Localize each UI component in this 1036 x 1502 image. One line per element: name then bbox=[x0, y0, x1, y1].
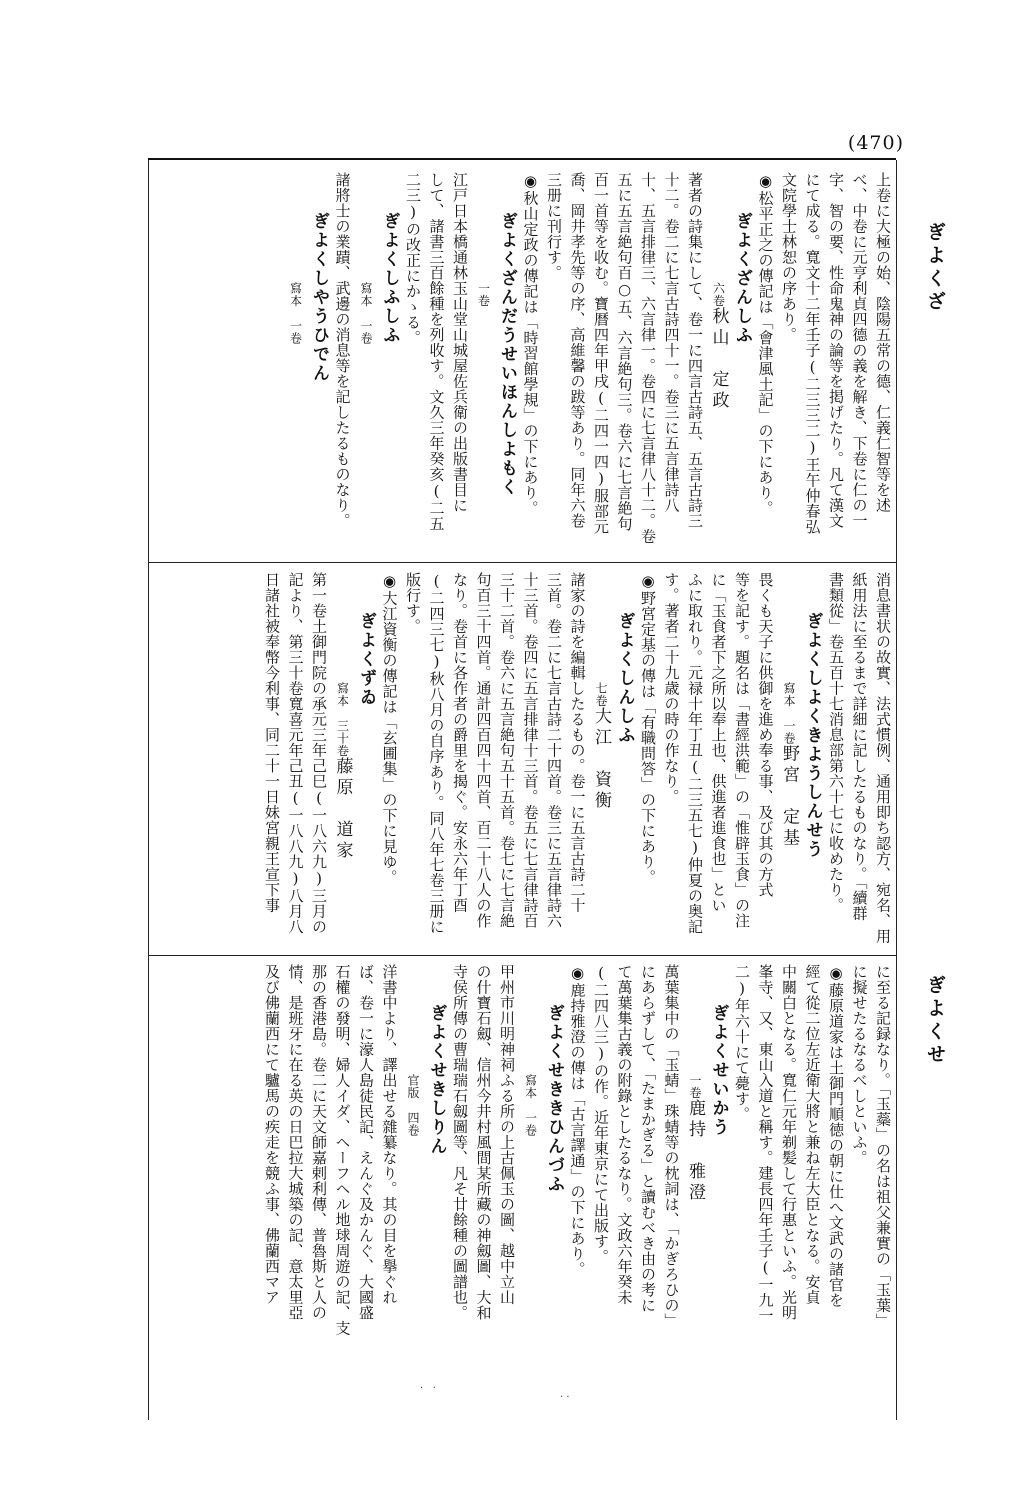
entry-reading: ぎよくしやうひでん bbox=[309, 212, 329, 383]
text-line: 三十二首。卷六に五言絶句五十五首。卷七に七言絶 bbox=[498, 572, 516, 929]
text-line: 情、是班牙に在る英の日巴拉大城築の記、意太里亞 bbox=[286, 964, 305, 1321]
text-line: 五に五言絶句百○五、六言絶句三。卷六に七言絶句 bbox=[615, 172, 634, 532]
entry-volumes: 寫本 一卷 bbox=[288, 282, 303, 345]
text-line: ば、卷一に濠人島徒民記、えんぐ及かんぐ、大國盛 bbox=[357, 964, 375, 1321]
entry-title-line bbox=[777, 572, 801, 948]
entry-volumes: 一卷 bbox=[688, 1074, 702, 1099]
text-line: にあらずして、「たまかぎる」と讀むべき由の考に bbox=[639, 964, 657, 1313]
entry-author: 大江 資衡 bbox=[591, 707, 611, 812]
section-middle bbox=[150, 572, 894, 948]
text-line: 日諸社被奉幣今利事、同二十一日妹宮親王宣下事 bbox=[263, 572, 281, 913]
text-line: 經て從二位左近衛大將と兼ね左大臣となる。安貞 bbox=[803, 964, 822, 1305]
entry-title-line bbox=[354, 172, 378, 554]
text-line: 三首。卷二に七言古詩二十四首。卷三に五言律詩六 bbox=[545, 572, 563, 929]
text-line: 那の香港島。卷二に天文師嘉剌利傳、普魯斯と人の bbox=[310, 964, 328, 1321]
text-line: 紙用法に至るまで詳細に記したるものなり。「續群 bbox=[850, 572, 869, 921]
text-line: 萬葉集中の「玉蜻」珠蜻等の枕詞は、「かぎろひの」 bbox=[662, 964, 681, 1329]
entry-title-line bbox=[706, 172, 730, 554]
text-line: 甲州市川明神祠ふる所の上古佩玉の圖、越中立山 bbox=[498, 964, 516, 1305]
text-line: 等を記す。題名は「書經洪範」の「惟辟玉食」の注 bbox=[733, 572, 751, 929]
text-line: 第一卷土御門院の承元三年己巳(一八六九)三月の bbox=[310, 572, 328, 935]
text-line: 石權の發明、婦人イダ、ヘーフヘル地球周遊の記、支 bbox=[333, 964, 352, 1336]
text-line: の什寶石劔、信州今井村風間某所藏の神劔圖、大和 bbox=[474, 964, 493, 1321]
text-line: ふに取れり。元禄十年丁丑(二三五七)仲夏の奥記 bbox=[686, 572, 704, 935]
entry-reading: ぎよくしふしふ bbox=[379, 212, 400, 345]
section-lower bbox=[150, 964, 894, 1384]
entry-volumes: 寫本 一卷 bbox=[782, 682, 796, 745]
entry-title-line bbox=[330, 572, 354, 948]
text-line: 著者の詩集にして、卷一に四言古詩五、五言古詩三 bbox=[686, 172, 704, 529]
entry-reading: ぎよくせきしりん bbox=[426, 1004, 447, 1156]
entry-reading: ぎよくざんだうせいほんしよもく bbox=[497, 212, 517, 497]
entry-reading: ぎよくしんしふ bbox=[614, 612, 635, 745]
section-divider-2 bbox=[148, 955, 896, 956]
text-line: 消息書状の故實、法式慣例、通用即ち認方、宛名、用 bbox=[874, 572, 892, 944]
entry-title-line bbox=[471, 172, 495, 554]
text-line: 上卷に大極の始、陰陽五常の德、仁義仁智等を述 bbox=[874, 172, 892, 513]
entry-volumes: 寫本 三十卷 bbox=[335, 682, 350, 757]
entry-reading: ぎよくせききひんづふ bbox=[544, 1004, 564, 1194]
text-line: 版行す。 bbox=[404, 572, 422, 634]
entry-author: 藤原 道家 bbox=[332, 757, 353, 862]
text-line: 諸將士の業蹟、武邊の消息等を記したるものなり。 bbox=[333, 172, 352, 529]
section-divider-1 bbox=[148, 562, 896, 563]
entry-reading: ぎよくしよくきようしんせう bbox=[802, 612, 823, 859]
text-line: に至る記録なり。「玉蘂」の名は祖父兼實の「玉葉」 bbox=[874, 964, 892, 1329]
side-head-lower: ぎよくせ bbox=[924, 975, 946, 1067]
entry-volumes: 寫本 一卷 bbox=[359, 282, 373, 345]
text-line: 江戸日本橋通林玉山堂山城屋佐兵衛の出版書目に bbox=[451, 172, 469, 513]
text-line: に「玉食者下之所以奉上也、供進者進食也」とい bbox=[709, 572, 728, 913]
text-line: ◉藤原道家は土御門順徳の朝に仕へ文武の諸官を bbox=[827, 964, 845, 1308]
entry-volumes: 一卷 bbox=[476, 282, 491, 307]
text-line: 中關白となる。寬仁元年剃髪して行惠といふ。光明 bbox=[780, 964, 798, 1321]
entry-volumes: 七卷 bbox=[594, 682, 608, 707]
text-line: 峯寺、又、東山入道と稱す。建長四年壬子(一九一 bbox=[756, 964, 775, 1324]
text-line: なり。卷首に各作者の爵里を揭ぐ。安永六年丁酉 bbox=[451, 572, 469, 913]
text-line: 三册に刊行す。 bbox=[545, 172, 563, 281]
text-line: 及び佛蘭西にて驢馬の疾走を競ふ事、佛蘭西マア bbox=[263, 964, 281, 1305]
text-line: す。著者二十九歳の時の作なり。 bbox=[662, 572, 681, 805]
text-line: ◉松平正之の傳記は「會津風土記」の下にあり。 bbox=[756, 172, 775, 516]
text-line: 十二。卷二に七言古詩四十一。卷三に五言律詩八 bbox=[662, 172, 681, 513]
entry-volumes: 六卷 bbox=[711, 282, 726, 307]
text-line: 句百三十四首。通計四百四十四首、百二十八人の作 bbox=[474, 572, 493, 929]
text-line: て萬葉集古義の附錄としたるなり。文政六年癸未 bbox=[615, 964, 634, 1305]
outer-rule-right bbox=[896, 160, 897, 1420]
stray-marks-2: · · bbox=[560, 1392, 570, 1403]
entry-reading: ぎよくずゐ bbox=[356, 612, 376, 707]
text-line: 字、智の要、性命鬼神の論等を掲げたり。凡て漢文 bbox=[827, 172, 845, 529]
page-number: (470) bbox=[847, 132, 904, 154]
side-head-upper: ぎよくざ bbox=[924, 222, 946, 314]
text-line: 二)年六十にて薨す。 bbox=[733, 964, 751, 1122]
text-line: に擬せたるなるべしといふ。 bbox=[850, 964, 869, 1166]
text-line: して、諸書三百餘種を列收す。文久三年癸亥(二五 bbox=[427, 172, 446, 532]
text-line: 諸家の詩を編輯したるもの。卷一に五言古詩二十 bbox=[568, 572, 587, 913]
text-line: ◉野宮定基の傳は「有職問答」の下にあり。 bbox=[639, 572, 657, 885]
text-line: 十、五言排律三、六言律一。卷四に七言律八十二。卷 bbox=[639, 172, 657, 544]
text-line: 寺侯所傳の曹瑞瑞石劔圖等、凡そ廿餘種の圖譜也。 bbox=[451, 964, 469, 1321]
entry-reading: ぎよくざんしふ bbox=[732, 212, 752, 345]
text-line: にて成る。寬文十二年壬子(二三三二)王午仲春弘 bbox=[803, 172, 822, 535]
text-line: ◉鹿持雅澄の傳は「古言譯通」の下にあり。 bbox=[568, 964, 587, 1277]
text-line: (二四八三)の作。近年東京にて出版す。 bbox=[592, 964, 610, 1265]
entry-reading: ぎよくせいかう bbox=[708, 1004, 729, 1137]
top-rule bbox=[148, 158, 896, 160]
text-line: 書類從」卷五百十七消息部第六十七に收めたり。 bbox=[827, 572, 845, 913]
entry-author: 秋山 定政 bbox=[708, 307, 729, 412]
text-line: 文院學士林恕の序あり。 bbox=[780, 172, 798, 343]
entry-title-line bbox=[283, 172, 307, 554]
entry-author: 鹿持 雅澄 bbox=[685, 1099, 705, 1204]
entry-title-line bbox=[518, 964, 542, 1384]
text-line: 二三)の改正にかゝる。 bbox=[404, 172, 422, 346]
entry-author: 野宮 定基 bbox=[779, 744, 799, 850]
text-line: 洋書中より、譯出せる雜纂なり。其の目を擧ぐれ bbox=[380, 964, 399, 1305]
text-line: ◉大江資衡の傳記は「玄圃集」の下に見ゆ。 bbox=[380, 572, 399, 885]
entry-title-line bbox=[401, 964, 425, 1384]
stray-marks: · · bbox=[420, 1383, 436, 1394]
text-line: べ、中卷に元亨利貞四德の義を解き、下卷に仁の一 bbox=[850, 172, 869, 529]
entry-volumes: 寫本 一卷 bbox=[523, 1074, 538, 1137]
text-line: 十三首。卷四に五言排律十三首。卷五に七言律詩百 bbox=[521, 572, 540, 929]
text-line: 記より、第三十卷寬喜元年己丑(一八八九)八月八 bbox=[286, 572, 305, 935]
entry-title-line bbox=[683, 964, 707, 1384]
entry-volumes: 官版 四卷 bbox=[406, 1074, 420, 1137]
outer-rule-left bbox=[148, 160, 149, 1420]
entry-title-line bbox=[589, 572, 613, 948]
section-upper bbox=[150, 172, 894, 554]
text-line: 百一首等を收む。寶暦四年甲戌(二四一四)服部元 bbox=[592, 172, 610, 535]
text-line: ◉秋山定政の傳記は「時習館學規」の下にあり。 bbox=[521, 172, 540, 516]
text-line: (二四三七)秋八月の自序あり。同八年七卷三册に bbox=[427, 572, 446, 935]
text-line: 喬、岡井孝先等の序、高維馨の跋等あり。同年六卷 bbox=[568, 172, 587, 529]
text-line: 畏くも天子に供御を進め奉る事、及び其の方式 bbox=[756, 572, 775, 898]
